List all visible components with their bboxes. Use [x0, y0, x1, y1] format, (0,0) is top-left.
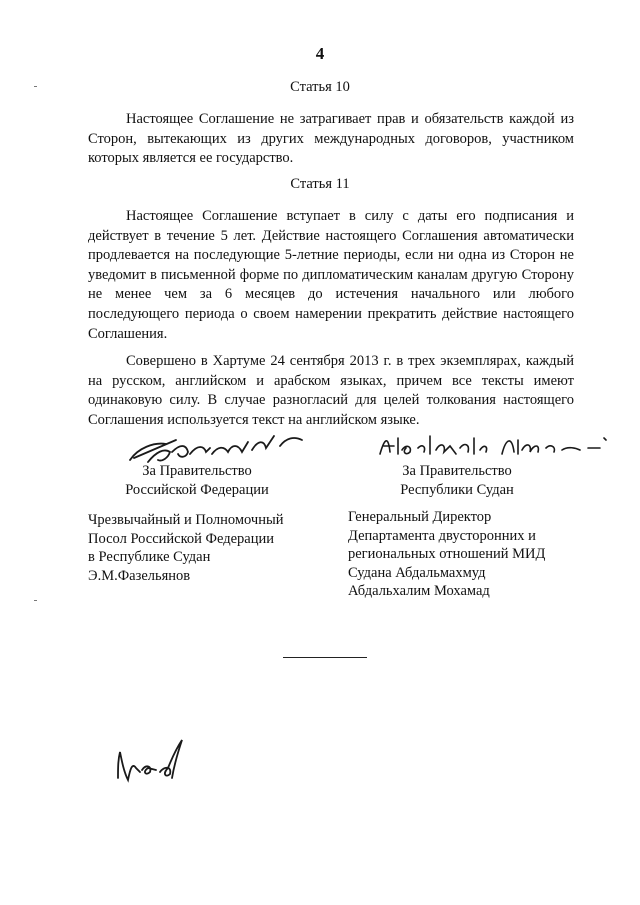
signature-right [376, 428, 616, 464]
right-title-line: региональных отношений МИД [348, 546, 546, 562]
closing-divider [283, 657, 367, 658]
left-title-line: Чрезвычайный и Полномочный [88, 512, 284, 528]
right-country-label: Республики Судан [400, 481, 514, 498]
article-11-heading: Статья 11 [290, 176, 350, 192]
scan-mark [34, 600, 37, 601]
right-title-line: Генеральный Директор [348, 509, 492, 525]
left-for-government-label: За Правительство [142, 463, 252, 479]
left-signatory-name: Э.М.Фазельянов [88, 567, 191, 584]
right-title-line: Судана Абдальмахмуд [348, 564, 486, 581]
right-title-line: Департамента двусторонних и [348, 527, 536, 544]
page-number: 4 [315, 44, 325, 63]
article-11-text: Настоящее Соглашение вступает в силу с даты его подписания и действует в течение 5 лет. Действие настоящего Соглашения автоматически продлевается на последующие 5-летние периоды, если ни одна из Сторон не уведомит в письменной форме по дипломатическим каналам другую Сторону не менее чем за 6 месяцев до истечения начального или любого последующего периода о своем намерении прекратить действие настоящего Соглашения. [88, 208, 574, 342]
left-title-line: Посол Российской Федерации [88, 530, 275, 547]
left-country-label: Российской Федерации [125, 481, 269, 498]
initials-signature [112, 738, 192, 788]
left-signatory-title [88, 511, 318, 585]
right-signatory-title [348, 508, 578, 601]
left-title-line: в Республике Судан [88, 549, 211, 565]
scan-mark [34, 86, 37, 87]
article-10-heading: Статья 10 [290, 79, 350, 95]
right-for-government-label: За Правительство [402, 463, 512, 479]
closing-text: Совершено в Хартуме 24 сентября 2013 г. в трех экземплярах, каждый на русском, английском и арабском языках, причем все тексты имеют одинаковую силу. В случае разногласий для целей толкования настоящего Соглашения используется текст на английском языке. [88, 353, 574, 428]
article-10-text: Настоящее Соглашение не затрагивает прав и обязательств каждой из Сторон, вытекающих из других международных договоров, участником которых является ее государство. [88, 111, 574, 167]
right-signatory-name: Абдальхалим Мохамад [348, 583, 490, 599]
